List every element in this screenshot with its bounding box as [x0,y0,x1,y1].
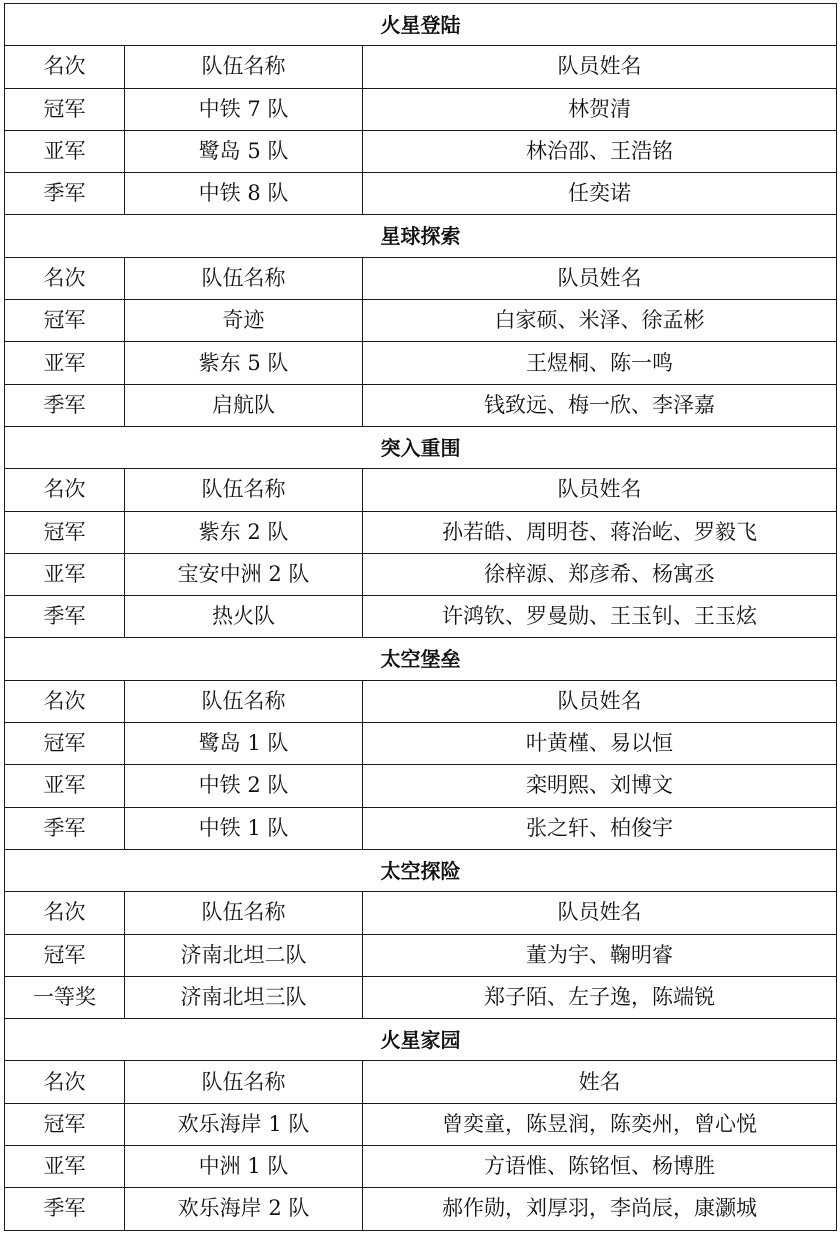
team-cell: 欢乐海岸 2 队 [125,1188,363,1230]
results-document [4,3,836,1231]
members-cell: 曾奕童，陈昱润，陈奕州，曾心悦 [363,1103,837,1145]
section-title: 太空探险 [5,849,837,891]
rank-cell: 亚军 [5,130,125,172]
table-row [5,934,837,976]
members-cell: 白家硕、米泽、徐孟彬 [363,300,837,342]
rank-cell: 季军 [5,384,125,426]
section-title: 突入重围 [5,426,837,468]
members-cell: 林贺清 [363,88,837,130]
header-members: 队员姓名 [363,892,837,934]
header-members: 队员姓名 [363,469,837,511]
table-row [5,511,837,553]
results-table-body [5,4,837,1231]
team-cell: 鹭岛 1 队 [125,723,363,765]
rank-cell: 季军 [5,596,125,638]
team-cell: 紫东 2 队 [125,511,363,553]
section-title: 火星家园 [5,1019,837,1061]
members-cell: 徐梓源、郑彦希、杨寓丞 [363,553,837,595]
rank-cell: 冠军 [5,511,125,553]
team-cell: 热火队 [125,596,363,638]
header-row [5,892,837,934]
members-cell: 孙若皓、周明苍、蒋治屹、罗毅飞 [363,511,837,553]
members-cell: 王煜桐、陈一鸣 [363,342,837,384]
section-title-row [5,849,837,891]
header-team: 队伍名称 [125,892,363,934]
header-rank: 名次 [5,469,125,511]
table-row [5,173,837,215]
members-cell: 张之轩、柏俊宇 [363,807,837,849]
members-cell: 方语惟、陈铭恒、杨博胜 [363,1146,837,1188]
rank-cell: 季军 [5,173,125,215]
team-cell: 中铁 1 队 [125,807,363,849]
table-row [5,596,837,638]
header-members: 队员姓名 [363,257,837,299]
rank-cell: 亚军 [5,342,125,384]
rank-cell: 冠军 [5,723,125,765]
rank-cell: 亚军 [5,1146,125,1188]
section-title-row [5,426,837,468]
table-row [5,807,837,849]
table-row [5,130,837,172]
section-title-row [5,215,837,257]
header-members: 队员姓名 [363,680,837,722]
rank-cell: 季军 [5,807,125,849]
team-cell: 济南北坦三队 [125,976,363,1018]
team-cell: 欢乐海岸 1 队 [125,1103,363,1145]
header-row [5,680,837,722]
header-row [5,46,837,88]
header-team: 队伍名称 [125,257,363,299]
header-row [5,257,837,299]
header-rank: 名次 [5,892,125,934]
header-rank: 名次 [5,46,125,88]
rank-cell: 冠军 [5,934,125,976]
rank-cell: 亚军 [5,765,125,807]
table-row [5,723,837,765]
table-row [5,1146,837,1188]
rank-cell: 季军 [5,1188,125,1230]
rank-cell: 冠军 [5,1103,125,1145]
table-row [5,1188,837,1230]
team-cell: 中洲 1 队 [125,1146,363,1188]
members-cell: 郑子陌、左子逸，陈端锐 [363,976,837,1018]
team-cell: 中铁 8 队 [125,173,363,215]
rank-cell: 亚军 [5,553,125,595]
rank-cell: 一等奖 [5,976,125,1018]
section-title: 太空堡垒 [5,638,837,680]
members-cell: 董为宇、鞠明睿 [363,934,837,976]
section-title: 火星登陆 [5,4,837,46]
section-title-row [5,1019,837,1061]
team-cell: 鹭岛 5 队 [125,130,363,172]
table-row [5,553,837,595]
table-row [5,765,837,807]
header-members: 姓名 [363,1061,837,1103]
team-cell: 紫东 5 队 [125,342,363,384]
header-row [5,469,837,511]
members-cell: 许鸿钦、罗曼勋、王玉钊、王玉炫 [363,596,837,638]
header-rank: 名次 [5,257,125,299]
team-cell: 中铁 2 队 [125,765,363,807]
table-row [5,976,837,1018]
table-row [5,342,837,384]
header-rank: 名次 [5,680,125,722]
rank-cell: 冠军 [5,300,125,342]
section-title: 星球探索 [5,215,837,257]
team-cell: 中铁 7 队 [125,88,363,130]
section-title-row [5,638,837,680]
header-rank: 名次 [5,1061,125,1103]
section-title-row [5,4,837,46]
results-table [4,3,837,1231]
members-cell: 钱致远、梅一欣、李泽嘉 [363,384,837,426]
team-cell: 奇迹 [125,300,363,342]
header-team: 队伍名称 [125,46,363,88]
header-team: 队伍名称 [125,1061,363,1103]
members-cell: 叶黄槿、易以恒 [363,723,837,765]
members-cell: 任奕诺 [363,173,837,215]
table-row [5,300,837,342]
members-cell: 郝作勋，刘厚羽，李尚辰，康灏城 [363,1188,837,1230]
rank-cell: 冠军 [5,88,125,130]
table-row [5,88,837,130]
table-row [5,384,837,426]
members-cell: 栾明熙、刘博文 [363,765,837,807]
header-row [5,1061,837,1103]
header-team: 队伍名称 [125,469,363,511]
team-cell: 宝安中洲 2 队 [125,553,363,595]
header-team: 队伍名称 [125,680,363,722]
team-cell: 济南北坦二队 [125,934,363,976]
table-row [5,1103,837,1145]
team-cell: 启航队 [125,384,363,426]
members-cell: 林治邵、王浩铭 [363,130,837,172]
header-members: 队员姓名 [363,46,837,88]
